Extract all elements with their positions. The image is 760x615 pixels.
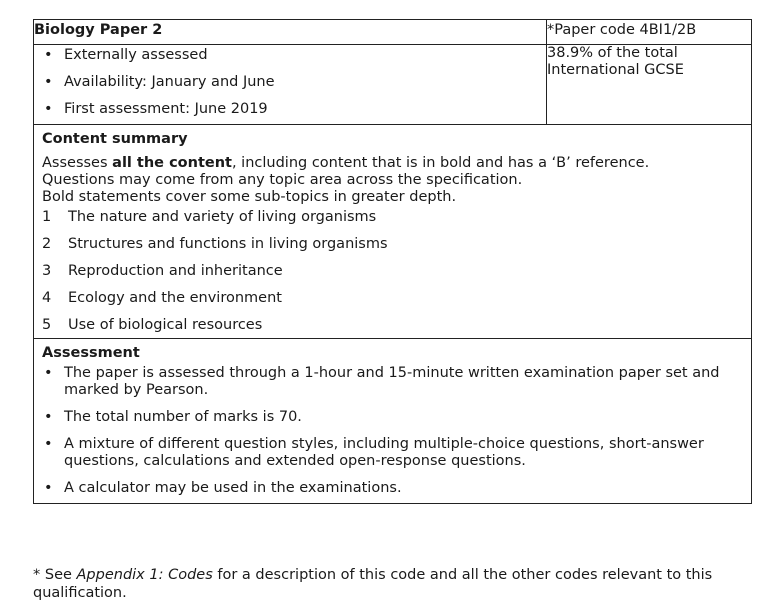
- topic-number: 3: [42, 263, 52, 279]
- footnote-prefix: * See: [33, 567, 77, 583]
- topic-list: [34, 206, 751, 338]
- topic-item: [42, 263, 743, 280]
- topic-label: Use of biological resources: [68, 317, 263, 333]
- topic-label: The nature and variety of living organisms: [68, 209, 377, 225]
- content-summary-text: [34, 149, 751, 206]
- overview-cell: [34, 45, 547, 125]
- assessment-cell: [34, 339, 752, 504]
- assessment-title: Assessment: [42, 345, 140, 361]
- topic-label: Ecology and the environment: [68, 290, 282, 306]
- topic-label: Reproduction and inheritance: [68, 263, 283, 279]
- assessment-item: • A calculator may be used in the examinations.: [42, 480, 743, 497]
- assessment-list: [34, 363, 751, 503]
- overview-item: • First assessment: June 2019: [42, 101, 538, 118]
- topic-item: [42, 209, 743, 226]
- header-row: [34, 20, 752, 45]
- overview-item: • Externally assessed: [42, 47, 538, 64]
- assessment-item: • A mixture of different question styles, including multiple-choice questions, short-answer questions, calculations and extended open-response questions.: [42, 436, 743, 470]
- footnote-suffix: for a description of this code and all the other codes relevant to this qualification.: [33, 567, 713, 601]
- topic-item: [42, 290, 743, 307]
- summary-intro: [42, 155, 743, 172]
- weighting-text: 38.9% of the total International GCSE: [547, 45, 752, 125]
- paper-title: Biology Paper 2: [34, 20, 547, 45]
- content-summary-row: [34, 125, 752, 339]
- overview-row: [34, 45, 752, 125]
- footnote: [33, 566, 733, 602]
- topic-number: 1: [42, 209, 52, 225]
- paper-code: *Paper code 4BI1/2B: [547, 20, 752, 45]
- content-summary-title: Content summary: [42, 131, 188, 147]
- summary-line: Bold statements cover some sub-topics in greater depth.: [42, 189, 457, 205]
- summary-line: Questions may come from any topic area across the specification.: [42, 172, 523, 188]
- assessment-item: • The total number of marks is 70.: [42, 409, 743, 426]
- topic-number: 2: [42, 236, 52, 252]
- overview-item: • Availability: January and June: [42, 74, 538, 91]
- specification-table: [33, 19, 752, 504]
- footnote-appendix-reference: Appendix 1: Codes: [76, 567, 213, 583]
- content-summary-cell: [34, 125, 752, 339]
- assessment-row: [34, 339, 752, 504]
- overview-list: [34, 45, 546, 124]
- topic-number: 4: [42, 290, 52, 306]
- summary-intro-prefix: Assesses: [42, 155, 113, 171]
- topic-number: 5: [42, 317, 52, 333]
- topic-item: [42, 236, 743, 253]
- summary-intro-bold: all the content: [112, 155, 232, 171]
- assessment-item: • The paper is assessed through a 1-hour and 15-minute written examination paper set and marked by Pearson.: [42, 365, 743, 399]
- summary-intro-suffix: , including content that is in bold and has a ‘B’ reference.: [231, 155, 650, 171]
- topic-label: Structures and functions in living organisms: [68, 236, 388, 252]
- topic-item: [42, 317, 743, 334]
